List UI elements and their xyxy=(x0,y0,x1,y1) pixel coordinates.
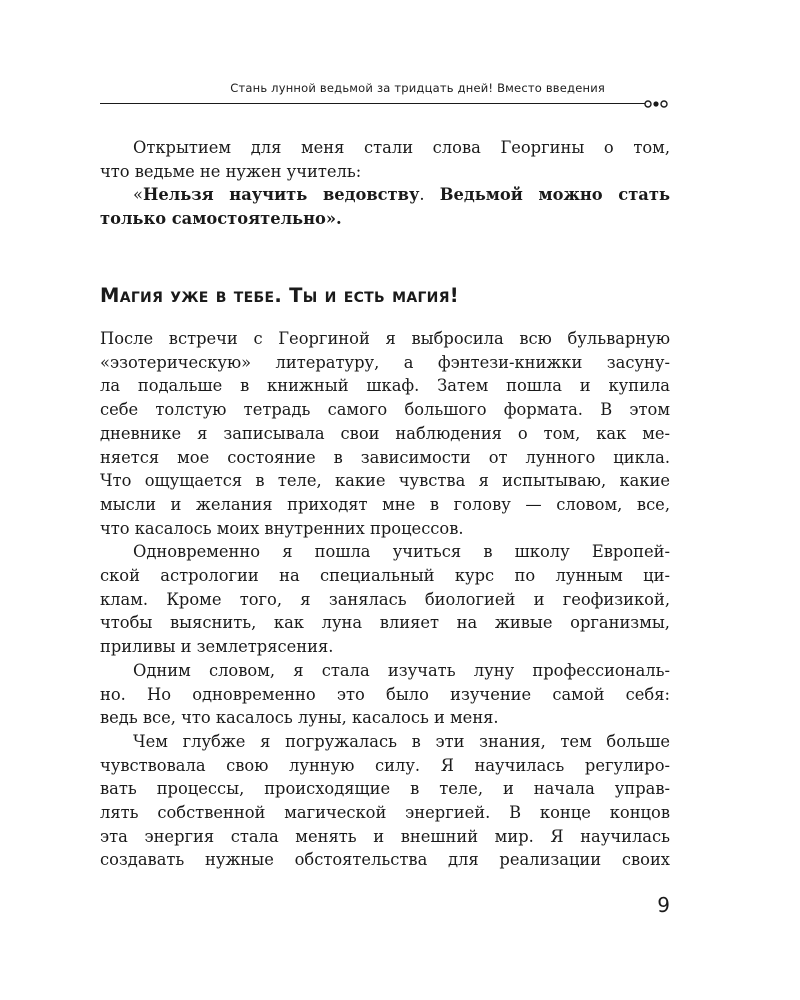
paragraph-line: Чем глубже я погружалась в эти знания, тем больше xyxy=(133,731,670,751)
paragraph-line: няется мое состояние в зависимости от лунного цикла. xyxy=(100,447,670,467)
quote-line xyxy=(100,207,670,231)
paragraph-line: чтобы выяснить, как луна влияет на живые организмы, xyxy=(100,613,670,633)
section-heading: Магия уже в тебе. Ты и есть магия! xyxy=(100,284,459,307)
quote-part-1: Нельзя научить ведовству xyxy=(142,185,420,205)
quote-end: . xyxy=(336,209,342,229)
quote-line xyxy=(100,183,670,207)
header-rule xyxy=(100,103,645,104)
section-body xyxy=(100,327,670,872)
paragraph-line: ской астрологии на специальный курс по лунным ци- xyxy=(100,566,670,586)
paragraph-line: чувствовала свою лунную силу. Я научилась регулиро- xyxy=(100,755,670,775)
paragraph-line: лять собственной магической энергией. В конце концов xyxy=(100,803,670,823)
paragraph-line: дневнике я записывала свои наблюдения о том, как ме- xyxy=(100,423,670,443)
paragraph-line: Одним словом, я стала изучать луну профессиональ- xyxy=(133,660,670,680)
intro-block xyxy=(100,136,670,231)
intro-line: что ведьме не нужен учитель: xyxy=(100,161,362,181)
paragraph-line: что касалось моих внутренних процессов. xyxy=(100,518,464,538)
paragraph-line: создавать нужные обстоятельства для реализации своих xyxy=(100,850,670,870)
quote-part-2: Ведьмой можно стать xyxy=(439,185,670,205)
running-head: Стань лунной ведьмой за тридцать дней! Вместо введения xyxy=(230,81,605,95)
paragraph xyxy=(100,659,670,730)
paragraph-line: После встречи с Георгиной я выбросила всю бульварную xyxy=(100,329,670,348)
paragraph-line: Что ощущается в теле, какие чувства я испытываю, какие xyxy=(100,471,670,491)
paragraph-line: приливы и землетрясения. xyxy=(100,637,334,657)
paragraph xyxy=(100,327,670,540)
paragraph xyxy=(100,540,670,659)
paragraph-line: «эзотерическую» литературу, а фэнтези-книжки засуну- xyxy=(100,352,670,372)
paragraph-line: но. Но одновременно это было изучение самой себя: xyxy=(100,684,670,704)
paragraph-line: вать процессы, происходящие в теле, и начала управ- xyxy=(100,779,670,799)
quote-separator: . xyxy=(419,185,440,205)
paragraph-line: эта энергия стала менять и внешний мир. Я научилась xyxy=(100,826,670,846)
rule-ornament-icon xyxy=(638,98,674,110)
intro-line: Открытием для меня стали слова Георгины о том, xyxy=(133,138,670,157)
paragraph-line: Одновременно я пошла учиться в школу Европей- xyxy=(133,542,670,562)
paragraph-line: себе толстую тетрадь самого большого формата. В этом xyxy=(100,400,670,420)
paragraph-line: клам. Кроме того, я занялась биологией и геофизикой, xyxy=(100,589,670,609)
paragraph-line: мысли и желания приходят мне в голову — словом, все, xyxy=(100,494,670,514)
quote-line-2: только самостоятельно» xyxy=(100,209,337,229)
page-number: 9 xyxy=(657,893,670,917)
paragraph-line: ла подальше в книжный шкаф. Затем пошла и купила xyxy=(100,376,670,396)
paragraph-line: ведь все, что касалось луны, касалось и меня. xyxy=(100,708,499,728)
quote-open-mark: « xyxy=(133,185,143,205)
paragraph xyxy=(100,730,670,872)
